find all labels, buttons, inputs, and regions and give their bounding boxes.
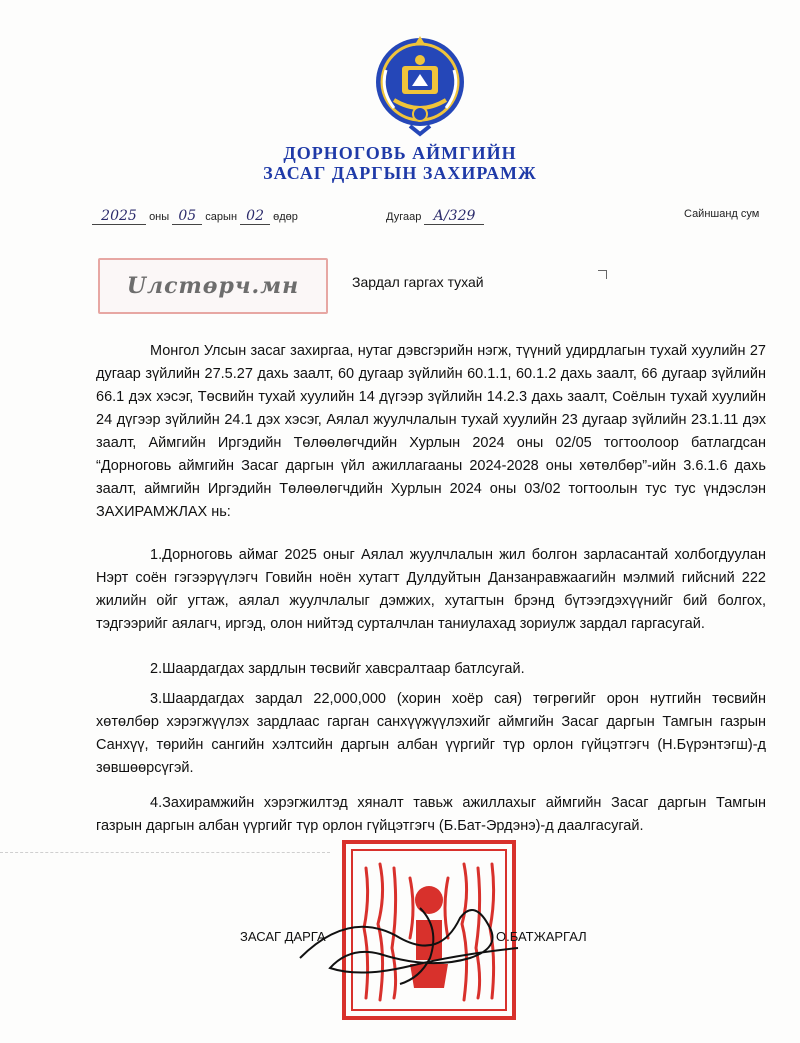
handwritten-signature bbox=[290, 888, 530, 988]
body-paragraph-3 bbox=[96, 688, 766, 780]
place: Сайншанд сум bbox=[684, 208, 760, 220]
signatory-name: О.БАТЖАРГАЛ bbox=[496, 929, 587, 944]
body-paragraph-2 bbox=[96, 658, 766, 681]
watermark-logo bbox=[98, 258, 328, 314]
date-month-suffix: сарын bbox=[205, 211, 238, 223]
date-day-suffix: өдөр bbox=[273, 211, 298, 223]
body-paragraph-1 bbox=[96, 544, 766, 636]
date-day: 02 bbox=[240, 208, 270, 225]
document-subject: Зардал гаргах тухай bbox=[352, 274, 484, 290]
body-paragraph-intro bbox=[96, 340, 766, 524]
number-line bbox=[386, 208, 484, 225]
paragraph-item-4: 4.Захирамжийн хэрэгжилтэд хяналт тавьж ажиллахыг аймгийн Засаг даргын Тамгын газрын даргын албан үүргийг түр орлон гүйцэтгэгч (Б.Бат-Эрдэнэ)-д даалгасугай. bbox=[96, 795, 766, 834]
signatory-title: ЗАСАГ ДАРГА bbox=[240, 929, 326, 944]
state-emblem-icon bbox=[372, 30, 468, 138]
date-year-suffix: оны bbox=[149, 211, 170, 223]
body-paragraph-4 bbox=[96, 792, 766, 838]
watermark-site: Uлстөрч.мн bbox=[126, 273, 300, 299]
date-year: 2025 bbox=[92, 208, 146, 225]
number-label: Дугаар bbox=[386, 211, 422, 223]
document-type-title: ЗАСАГ ДАРГЫН ЗАХИРАМЖ bbox=[263, 163, 537, 183]
date-month: 05 bbox=[172, 208, 202, 225]
paragraph-item-2: 2.Шаардагдах зардлын төсвийг хавсралтаар батлсугай. bbox=[150, 661, 525, 677]
scan-artifact-line bbox=[0, 852, 330, 854]
paragraph-preamble: Монгол Улсын засаг захиргаа, нутаг дэвсгэрийн нэгж, түүний удирдлагын тухай хуулийн 27 дугаар зүйлийн 27.5.27 дахь заалт, 60 дугаар зүйлийн 60.1.1, 60.1.2 дахь заалт, 66 дугаар зүйлийн 66.1 дэх хэсэг, Төсвийн тухай хуулийн 14 дүгээр зүйлийн 14.2.3 дахь заалт, Соёлын тухай хуулийн 24 дүгээр зүйлийн 24.1 дэх хэсэг, Аялал жуулчлалын тухай хуулийн 23 дугаар зүйлийн 23.1.11 дэх заалт, Аймгийн Иргэдийн Төлөөлөгчдийн Хурлын 2024 оны 02/05 тогтоолоор батлагдсан “Дорноговь аймгийн Засаг даргын үйл ажиллагааны 2024-2028 оны хөтөлбөр”-ийн 3.6.1.6 дахь заалт, аймгийн Иргэдийн Төлөөлөгчдийн Хурлын 2024 оны 03/02 тогтоолын тус тус үндэслэн ЗАХИРАМЖЛАХ нь: bbox=[96, 343, 766, 520]
paragraph-item-3: 3.Шаардагдах зардал 22,000,000 (хорин хоёр сая) төгрөгийг орон нутгийн төсвийн хөтөлбөр хэрэгжүүлэх зардлаас гарган санхүүжүүлэхийг аймгийн Засаг даргын Тамгын газрын Санхүү, төрийн сангийн хэлтсийн даргын албан үүргийг түр орлон гүйцэтгэгч (Н.Бүрэнтэгш)-д зөвшөөрсүгэй. bbox=[96, 691, 766, 776]
paragraph-item-1: 1.Дорноговь аймаг 2025 оныг Аялал жуулчлалын жил болгон зарласантай холбогдуулан Нэрт соён гэгээрүүлэгч Говийн ноён хутагт Дулдуйтын Данзанравжаагийн мэлмий гийсний 222 жилийн ойг угтаж, аялал жуулчлалыг дэмжих, хутагтын брэнд бүтээгдэхүүнийг бий болгох, тэдгээрийг аялагч, иргэд, олон нийтэд сурталчлан таниулахад зориулж зардал гаргасугай. bbox=[96, 547, 766, 632]
corner-mark bbox=[598, 270, 607, 279]
document-number: А/329 bbox=[424, 208, 484, 225]
date-line bbox=[92, 208, 298, 225]
issuer-title: ДОРНОГОВЬ АЙМГИЙН bbox=[283, 143, 517, 163]
